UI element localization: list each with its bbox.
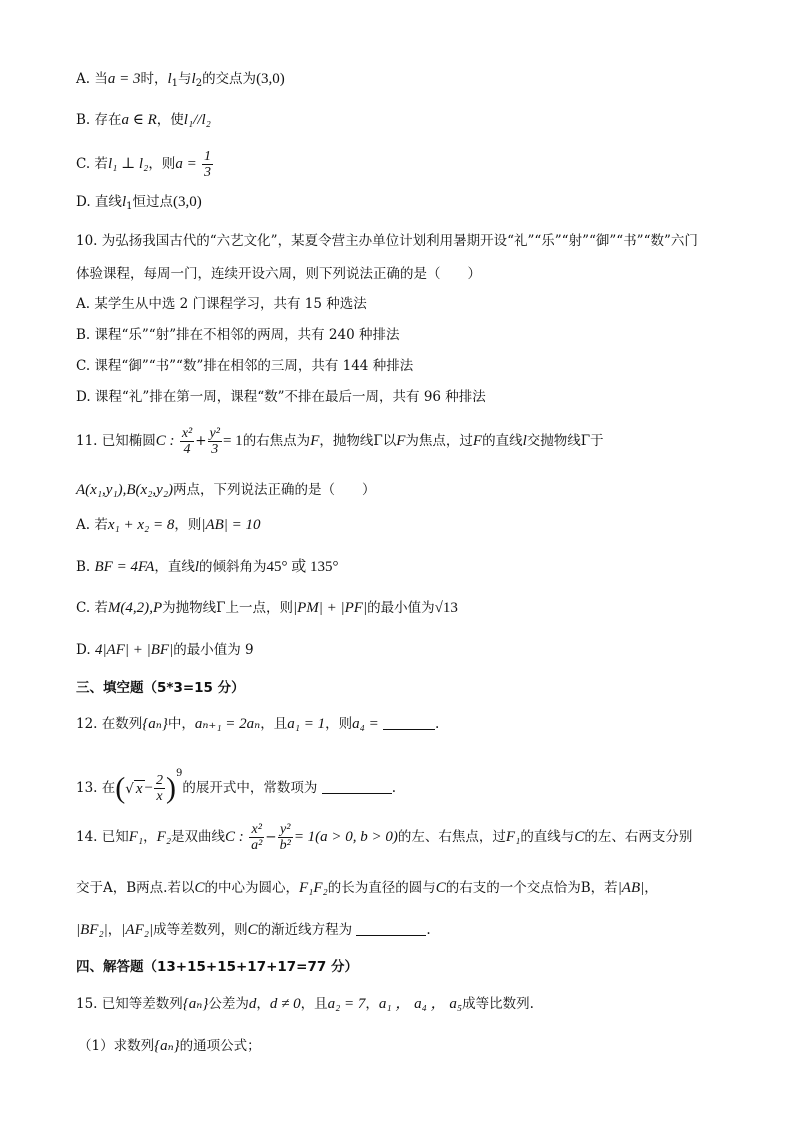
q10-option-d: D. 课程“礼”排在第一周，课程“数”不排在最后一周，共有 96 种排法 [76, 389, 486, 405]
q11-stem-line1: 11. 已知椭圆C : $\frac{\text{x²}}{4}$ + $\frac{\text{y²}}{3}$ = 1的右焦点为F，抛物线Γ以F为焦点，过F的直线l交抛物线Γ于 [76, 426, 604, 457]
q10-option-b: B. 课程“乐”“射”排在不相邻的两周，共有 240 种排法 [76, 327, 400, 343]
q10-stem-line1: 10. 为弘扬我国古代的“六艺文化”，某夏令营主办单位计划利用暑期开设“礼”“乐”“射”“御”“书”“数”六门 [76, 233, 698, 249]
q15-part1: （1）求数列{aₙ}的通项公式； [78, 1038, 261, 1054]
q13: 13. 在(√ x − $\frac{2}{x}$ )$^9$的展开式中，常数项为 . [76, 768, 396, 805]
q11-option-c: C. 若M(4,2),P为抛物线Γ上一点，则|PM| + |PF|的最小值为√13 [76, 600, 458, 616]
q15-stem: 15. 已知等差数列{aₙ}公差为d，d ≠ 0，且a₂ = 7，a₁ ， a₄ ， a₅成等比数列. [76, 996, 534, 1012]
q10-stem-line2: 体验课程，每周一门，连续开设六周，则下列说法正确的是（ ） [76, 266, 481, 282]
section-heading-solutions: 四、解答题（13+15+15+17+17=77 分） [76, 959, 358, 975]
q11-stem-line2: A(x₁,y₁),B(x₂,y₂)两点，下列说法正确的是（ ） [76, 482, 376, 498]
q14-line3: |BF₂|，|AF₂|成等差数列，则C的渐近线方程为 . [76, 922, 431, 938]
answer-blank[interactable] [383, 715, 435, 730]
q14-line1: 14. 已知F₁，F₂是双曲线C : $\frac{\text{x²}}{\text{a²}}$ − $\frac{\text{y²}}{\text{b²}}$ = 1(a > 0, b > 0)的左、右焦点，过F₁的直线与C的左、右两支分别 [76, 822, 693, 853]
q9-option-b: B. 存在a ∈ R，使l₁//l₂ [76, 112, 211, 128]
q9-option-c: C. 若l₁ ⊥ l₂，则a = $\frac{1}{3}$ [76, 149, 211, 180]
q11-option-a: A. 若x₁ + x₂ = 8，则|AB| = 10 [76, 517, 261, 533]
answer-blank[interactable] [356, 921, 426, 936]
q10-option-c: C. 课程“御”“书”“数”排在相邻的三周，共有 144 种排法 [76, 358, 414, 374]
q14-line2: 交于A，B两点.若以C的中心为圆心，F₁F₂的长为直径的圆与C的右支的一个交点恰为B，若|AB|， [76, 880, 658, 896]
q9-option-d: D. 直线$l_1$恒过点(3,0) [76, 194, 202, 212]
q11-option-b: B. BF = 4FA，直线l的倾斜角为45° 或 135° [76, 559, 339, 575]
q9-option-a: A. 当a = 3时，$l_1$与$l_2$的交点为(3,0) [76, 71, 285, 89]
fraction-one-third: $\frac{1}{3}$ [203, 149, 211, 180]
q12: 12. 在数列{aₙ}中，aₙ₊₁ = 2aₙ，且a₁ = 1，则a₄ = . [76, 716, 440, 732]
section-heading-fill-in: 三、填空题（5*3=15 分） [76, 680, 245, 696]
answer-blank[interactable] [322, 779, 392, 794]
q11-option-d: D. 4|AF| + |BF|的最小值为 9 [76, 642, 254, 658]
q10-option-a: A. 某学生从中选 2 门课程学习，共有 15 种选法 [76, 296, 367, 312]
